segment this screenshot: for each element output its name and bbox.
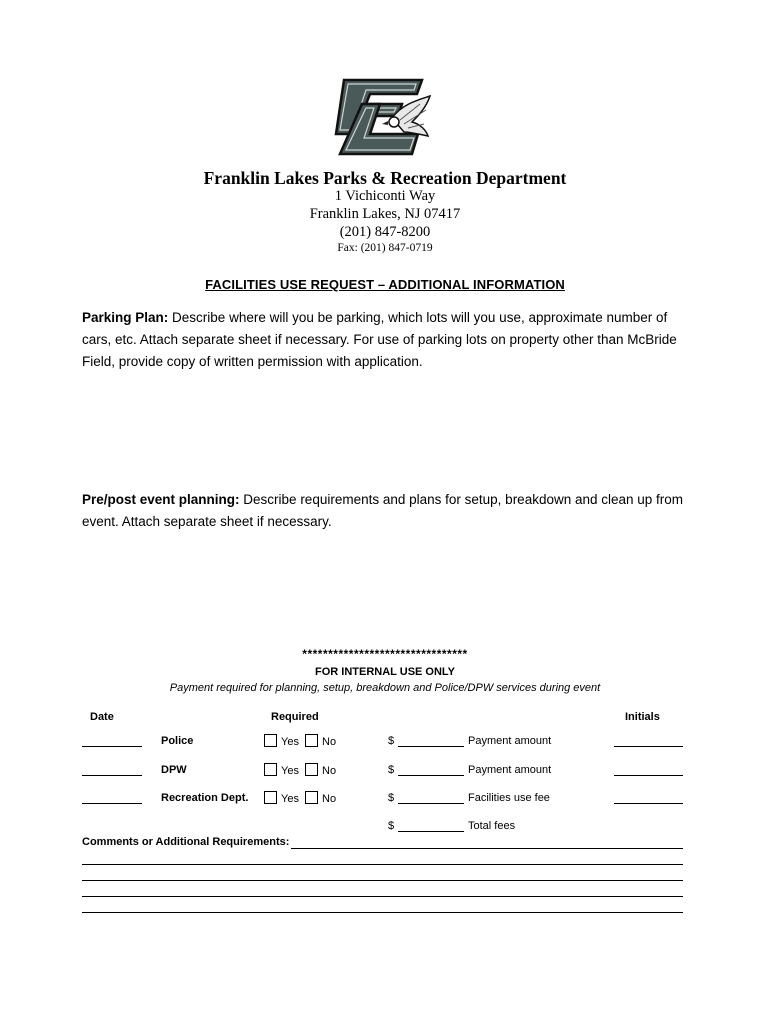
no-label: No [322,793,337,805]
dollar-sign-dpw: $ [388,764,395,776]
event-planning-answer-area[interactable] [82,540,682,640]
phone-number: (201) 847-8200 [339,224,431,240]
no-label: No [322,736,337,748]
form-title-text: FACILITIES USE REQUEST – ADDITIONAL INFORMATION [205,277,565,292]
yes-label: Yes [281,736,299,748]
total-fees-label: Total fees [468,820,516,832]
amount-field-dpw[interactable] [398,775,464,776]
comments-line-2[interactable] [82,864,683,865]
event-planning-section [82,489,697,533]
comments-line-1[interactable] [291,848,683,849]
comments-line-3[interactable] [82,880,683,881]
row-label-recreation: Recreation Dept. [161,792,249,804]
event-planning-label: Pre/post event planning: [82,492,240,507]
comments-line-4[interactable] [82,896,683,897]
org-name: Franklin Lakes Parks & Recreation Department [203,168,567,188]
checkbox-no-dpw[interactable] [305,763,318,776]
date-field-recreation[interactable] [82,803,142,804]
col-header-date: Date [90,711,114,723]
parking-plan-answer-area[interactable] [82,380,682,480]
initials-field-police[interactable] [614,746,683,747]
franklin-lakes-logo-icon [322,74,438,166]
comments-line-5[interactable] [82,912,683,913]
event-planning-text: Describe requirements and plans for setup, breakdown and clean up from event. Attach separate sheet if necessary. [82,492,684,529]
no-option-recreation[interactable] [305,791,336,805]
fee-label-recreation: Facilities use fee [468,792,550,804]
fee-label-police: Payment amount [468,735,552,747]
no-option-dpw[interactable] [305,763,336,777]
no-label: No [322,765,337,777]
date-field-dpw[interactable] [82,775,142,776]
col-header-required: Required [271,711,319,723]
col-header-initials: Initials [625,711,660,723]
no-option-police[interactable] [305,734,336,748]
address-line-1: 1 Vichiconti Way [334,188,436,204]
amount-field-recreation[interactable] [398,803,464,804]
dollar-sign-total: $ [388,820,395,832]
initials-field-recreation[interactable] [614,803,683,804]
fax-number: Fax: (201) 847-0719 [337,242,433,254]
parking-plan-label: Parking Plan: [82,310,169,325]
comments-label: Comments or Additional Requirements: [82,836,290,848]
checkbox-yes-dpw[interactable] [264,763,277,776]
yes-label: Yes [281,765,299,777]
internal-use-subheading: Payment required for planning, setup, breakdown and Police/DPW services during event [169,682,601,694]
parking-plan-section [82,307,697,373]
form-title [0,276,770,294]
yes-option-police[interactable] [264,734,299,748]
separator-stars: ******************************** [302,647,468,661]
checkbox-no-recreation[interactable] [305,791,318,804]
internal-use-heading: FOR INTERNAL USE ONLY [315,666,455,678]
amount-field-police[interactable] [398,746,464,747]
date-field-police[interactable] [82,746,142,747]
yes-option-dpw[interactable] [264,763,299,777]
dollar-sign-recreation: $ [388,792,395,804]
checkbox-yes-police[interactable] [264,734,277,747]
checkbox-yes-recreation[interactable] [264,791,277,804]
logo [322,74,438,166]
address-line-2: Franklin Lakes, NJ 07417 [309,206,461,222]
initials-field-dpw[interactable] [614,775,683,776]
parking-plan-text: Describe where will you be parking, which lots will you use, approximate number of cars, etc. Attach separate sheet if necessary. For use of parking lots on property other than McBride Field, provide copy of written permission with application. [82,310,677,369]
row-label-police: Police [161,735,194,747]
dollar-sign-police: $ [388,735,395,747]
yes-label: Yes [281,793,299,805]
total-fees-field[interactable] [398,831,464,832]
fee-label-dpw: Payment amount [468,764,552,776]
row-label-dpw: DPW [161,764,187,776]
yes-option-recreation[interactable] [264,791,299,805]
checkbox-no-police[interactable] [305,734,318,747]
